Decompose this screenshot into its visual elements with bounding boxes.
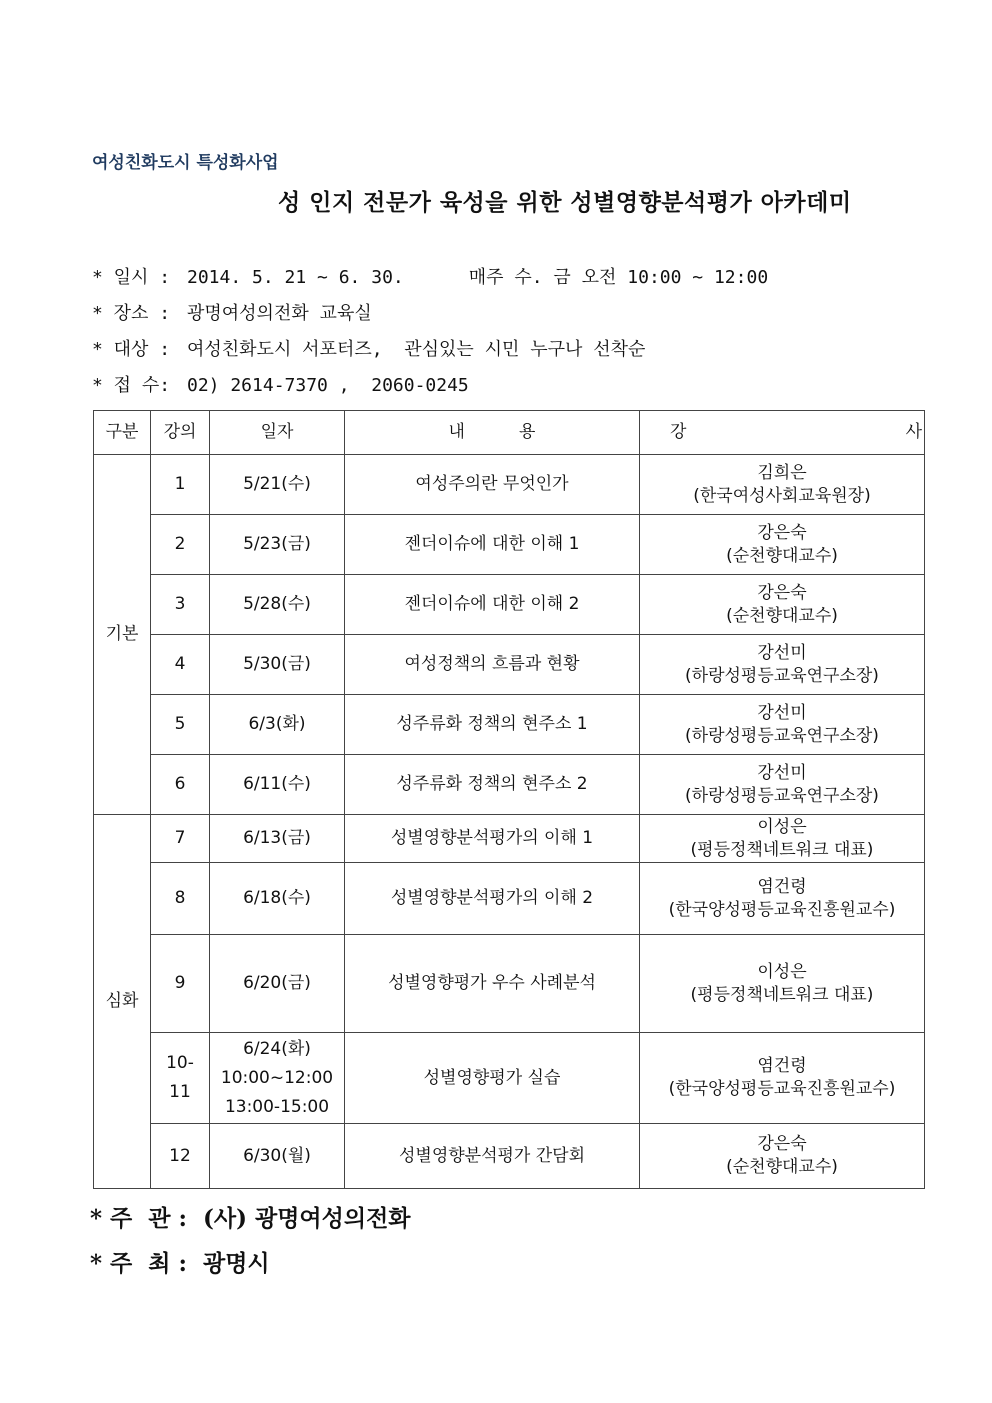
lecturer-name: 김희은 — [757, 462, 807, 483]
lecture-content: 젠더이슈에 대한 이해 1 — [345, 515, 640, 575]
lecturer-affiliation: (순천향대교수) — [726, 545, 838, 566]
lecturer-name: 강선미 — [757, 702, 807, 723]
lecturer-name: 강은숙 — [757, 522, 807, 543]
info-target — [92, 335, 645, 361]
lecture-no: 7 — [151, 815, 210, 863]
schedule-table — [93, 410, 925, 1189]
lecture-no — [151, 1033, 210, 1124]
lecture-date: 5/28(수) — [210, 575, 345, 635]
lecturer-name: 염건령 — [757, 1056, 807, 1076]
lecture-no: 3 — [151, 575, 210, 635]
lecture-no: 12 — [151, 1124, 210, 1189]
lecturer-affiliation: (하랑성평등교육연구소장) — [685, 725, 879, 746]
lecturer-name: 이성은 — [757, 961, 807, 982]
lecture-no-line2: 11 — [169, 1082, 191, 1102]
lecturer-cell — [640, 1124, 925, 1189]
table-row — [94, 455, 925, 515]
lecture-content: 성별영향분석평가의 이해 1 — [345, 815, 640, 863]
lecture-content: 성별영향평가 우수 사례분석 — [345, 935, 640, 1033]
lecturer-affiliation: (하랑성평등교육연구소장) — [685, 665, 879, 686]
lecturer-affiliation: (한국양성평등교육진흥원교수) — [668, 899, 896, 920]
footer-organizer: * 주 관 : (사) 광명여성의전화 — [90, 1205, 411, 1232]
lecture-no: 6 — [151, 755, 210, 815]
lecturer-name: 강은숙 — [757, 1134, 807, 1154]
info-value: 광명여성의전화 교육실 — [187, 303, 372, 324]
info-key: * 장소 : — [92, 303, 171, 324]
lecturer-cell — [640, 695, 925, 755]
lecturer-name: 염건령 — [757, 876, 807, 897]
lecturer-affiliation: (순천향대교수) — [726, 605, 838, 626]
page-title: 성 인지 전문가 육성을 위한 성별영향분석평가 아카데미 — [278, 189, 852, 216]
lecturer-cell — [640, 635, 925, 695]
lecture-date: 6/20(금) — [210, 935, 345, 1033]
group-cell-basic: 기본 — [94, 455, 151, 815]
lecture-date: 5/21(수) — [210, 455, 345, 515]
info-value: 여성친화도시 서포터즈, 관심있는 시민 누구나 선착순 — [187, 339, 646, 360]
header-lecturer-left: 강 — [670, 422, 687, 442]
lecture-date: 6/3(화) — [210, 695, 345, 755]
table-row — [94, 575, 925, 635]
header-content: 내 용 — [345, 411, 640, 455]
group-cell-advanced: 심화 — [94, 815, 151, 1189]
info-value: 02) 2614-7370 , 2060-0245 — [187, 375, 469, 396]
lecture-no-line1: 10- — [166, 1053, 194, 1073]
footer-host: * 주 최 : 광명시 — [90, 1250, 270, 1277]
lecturer-cell — [640, 575, 925, 635]
lecture-content: 성별영향평가 실습 — [345, 1033, 640, 1124]
lecturer-affiliation: (평등정책네트워크 대표) — [690, 984, 874, 1005]
lecturer-affiliation: (한국여성사회교육원장) — [693, 485, 871, 506]
lecture-date — [210, 1033, 345, 1124]
lecture-content: 젠더이슈에 대한 이해 2 — [345, 575, 640, 635]
lecture-no: 5 — [151, 695, 210, 755]
table-row — [94, 935, 925, 1033]
header-lecture-no: 강의 — [151, 411, 210, 455]
table-row — [94, 1033, 925, 1124]
lecture-date: 5/23(금) — [210, 515, 345, 575]
lecturer-cell — [640, 515, 925, 575]
lecture-content: 성주류화 정책의 현주소 1 — [345, 695, 640, 755]
lecturer-cell — [640, 863, 925, 935]
lecture-content: 성별영향분석평가의 이해 2 — [345, 863, 640, 935]
lecture-date: 6/18(수) — [210, 863, 345, 935]
lecture-no: 4 — [151, 635, 210, 695]
header-lecturer-right: 사 — [905, 422, 922, 442]
program-subtitle: 여성친화도시 특성화사업 — [92, 153, 279, 173]
table-row — [94, 863, 925, 935]
lecturer-cell — [640, 755, 925, 815]
lecturer-name: 이성은 — [757, 816, 807, 837]
lecture-content: 여성정책의 흐름과 현황 — [345, 635, 640, 695]
header-lecturer — [640, 411, 925, 455]
lecture-content: 여성주의란 무엇인가 — [345, 455, 640, 515]
table-header-row — [94, 411, 925, 455]
lecture-no: 8 — [151, 863, 210, 935]
lecture-time-pm: 13:00-15:00 — [224, 1096, 330, 1117]
lecture-content: 성별영향분석평가 간담회 — [345, 1124, 640, 1189]
table-row — [94, 755, 925, 815]
table-row — [94, 815, 925, 863]
lecturer-name: 강선미 — [757, 642, 807, 663]
lecture-date: 5/30(금) — [210, 635, 345, 695]
header-date: 일자 — [210, 411, 345, 455]
lecturer-name: 강선미 — [757, 762, 807, 783]
lecturer-cell — [640, 815, 925, 863]
lecture-no: 2 — [151, 515, 210, 575]
lecturer-affiliation: (순천향대교수) — [726, 1157, 838, 1177]
lecture-content: 성주류화 정책의 현주소 2 — [345, 755, 640, 815]
info-schedule — [92, 263, 768, 289]
info-contact — [92, 371, 469, 397]
lecture-no: 9 — [151, 935, 210, 1033]
info-key: * 접 수: — [92, 375, 171, 396]
lecturer-affiliation: (하랑성평등교육연구소장) — [685, 785, 879, 806]
lecture-no: 1 — [151, 455, 210, 515]
info-place — [92, 299, 372, 325]
lecture-date: 6/13(금) — [210, 815, 345, 863]
info-value: 2014. 5. 21 ~ 6. 30. 매주 수. 금 오전 10:00 ~ 12:00 — [187, 267, 769, 288]
lecturer-name: 강은숙 — [757, 582, 807, 603]
table-row — [94, 515, 925, 575]
table-row — [94, 695, 925, 755]
lecturer-affiliation: (평등정책네트워크 대표) — [690, 839, 874, 860]
info-key: * 대상 : — [92, 339, 171, 360]
lecture-date: 6/30(월) — [210, 1124, 345, 1189]
table-row — [94, 1124, 925, 1189]
info-key: * 일시 : — [92, 267, 171, 288]
header-group: 구분 — [94, 411, 151, 455]
lecturer-cell — [640, 1033, 925, 1124]
lecturer-cell — [640, 935, 925, 1033]
lecturer-cell — [640, 455, 925, 515]
lecture-date: 6/11(수) — [210, 755, 345, 815]
table-row — [94, 635, 925, 695]
lecture-time-am: 10:00~12:00 — [220, 1067, 334, 1088]
lecturer-affiliation: (한국양성평등교육진흥원교수) — [668, 1079, 896, 1099]
lecture-date-line: 6/24(화) — [243, 1038, 311, 1059]
